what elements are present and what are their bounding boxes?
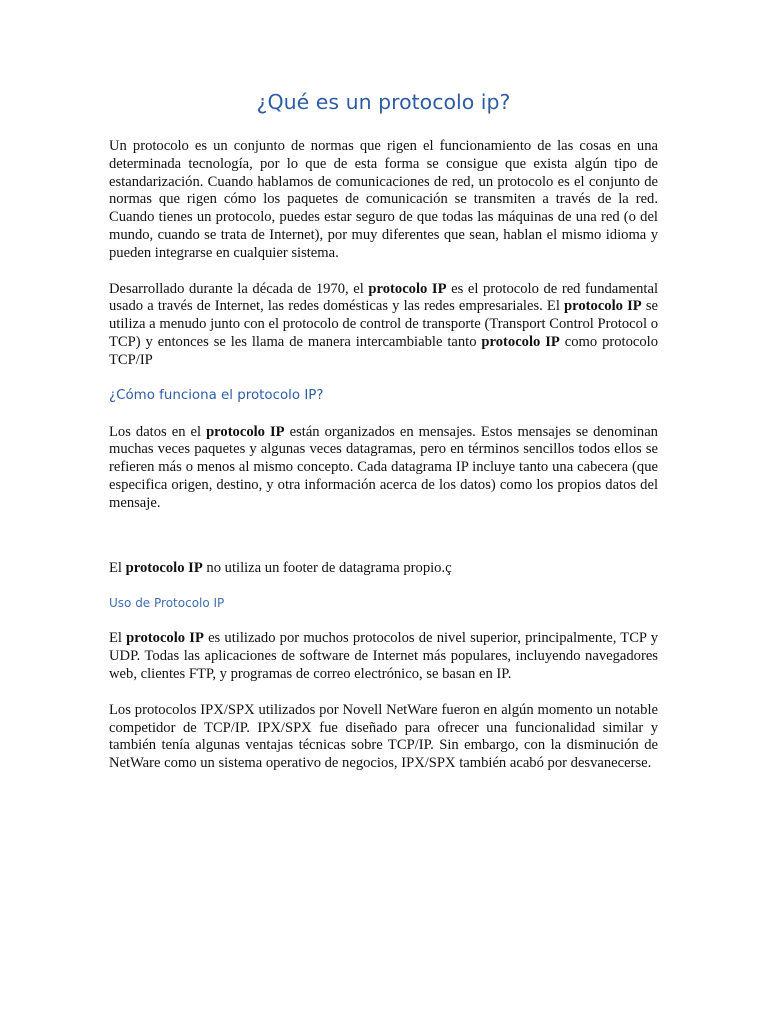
text-span: El [109, 559, 126, 576]
document-body [109, 88, 658, 773]
bold-term: protocolo IP [125, 559, 203, 576]
development-paragraph [109, 281, 658, 370]
text-span: están organizados en mensajes. Estos mensajes se denominan muchas veces paquetes y algunas veces datagramas, pero en términos sencillos todos ellos se refieren más o menos al mismo concepto. Cada datagrama IP incluye tanto una cabecera (que especifica origen, destino, y otra información acerca de los datos) como los propios datos del mensaje. [109, 423, 658, 511]
text-span: El [109, 630, 127, 647]
bold-term: protocolo IP [564, 298, 642, 315]
text-span: se utiliza a menudo junto con el protocolo de control de transporte (Transport Control Protocol o TCP) y entonces se les llama de manera intercambiable tanto [109, 298, 659, 350]
bold-term: protocolo IP [481, 333, 560, 350]
text-span: Desarrollado durante la década de 1970, el [109, 280, 369, 297]
intro-paragraph: Un protocolo es un conjunto de normas que rigen el funcionamiento de las cosas en una determinada tecnología, por lo que de esta forma se consigue que exista algún tipo de estandarización. Cuando hablamos de comunicaciones de red, un protocolo es el conjunto de normas que rigen cómo los paquetes de comunicación se transmiten a través de la red. Cuando tienes un protocolo, puedes estar seguro de que todas las máquinas de una red (o del mundo, cuando se trata de Internet), por muy diferentes que sean, hablan el mismo idioma y pueden integrarse en cualquier sistema. [109, 138, 658, 261]
text-span: no utiliza un footer de datagrama propio.ç [202, 559, 452, 576]
text-span: es utilizado por muchos protocolos de nivel superior, principalmente, TCP y UDP. Todas las aplicaciones de software de Internet más populares, incluyendo navegadores web, clientes FTP, y programas de correo electrónico, se basan en IP. [109, 630, 658, 682]
text-span: como protocolo TCP/IP [109, 333, 659, 368]
bold-term: protocolo IP [368, 280, 447, 297]
ipx-spx-paragraph: Los protocolos IPX/SPX utilizados por Novell NetWare fueron en algún momento un notable competidor de TCP/IP. IPX/SPX fue diseñado para ofrecer una funcionalidad similar y también tenía algunas ventajas técnicas sobre TCP/IP. Sin embargo, con la disminución de NetWare como un sistema operativo de negocios, IPX/SPX también acabó por desvanecerse. [109, 701, 658, 772]
usage-paragraph [109, 630, 658, 683]
how-it-works-paragraph [109, 424, 658, 513]
section-heading-how-it-works: ¿Cómo funciona el protocolo IP? [109, 387, 324, 403]
footer-note-paragraph [109, 560, 658, 578]
page-title: ¿Qué es un protocolo ip? [256, 90, 511, 114]
text-span: es el protocolo de red fundamental usado a través de Internet, las redes domésticas y las redes empresariales. El [109, 280, 658, 315]
text-span: Los datos en el [109, 423, 207, 440]
section-heading-usage: Uso de Protocolo IP [109, 596, 225, 611]
bold-term: protocolo IP [126, 630, 204, 647]
bold-term: protocolo IP [206, 423, 285, 440]
